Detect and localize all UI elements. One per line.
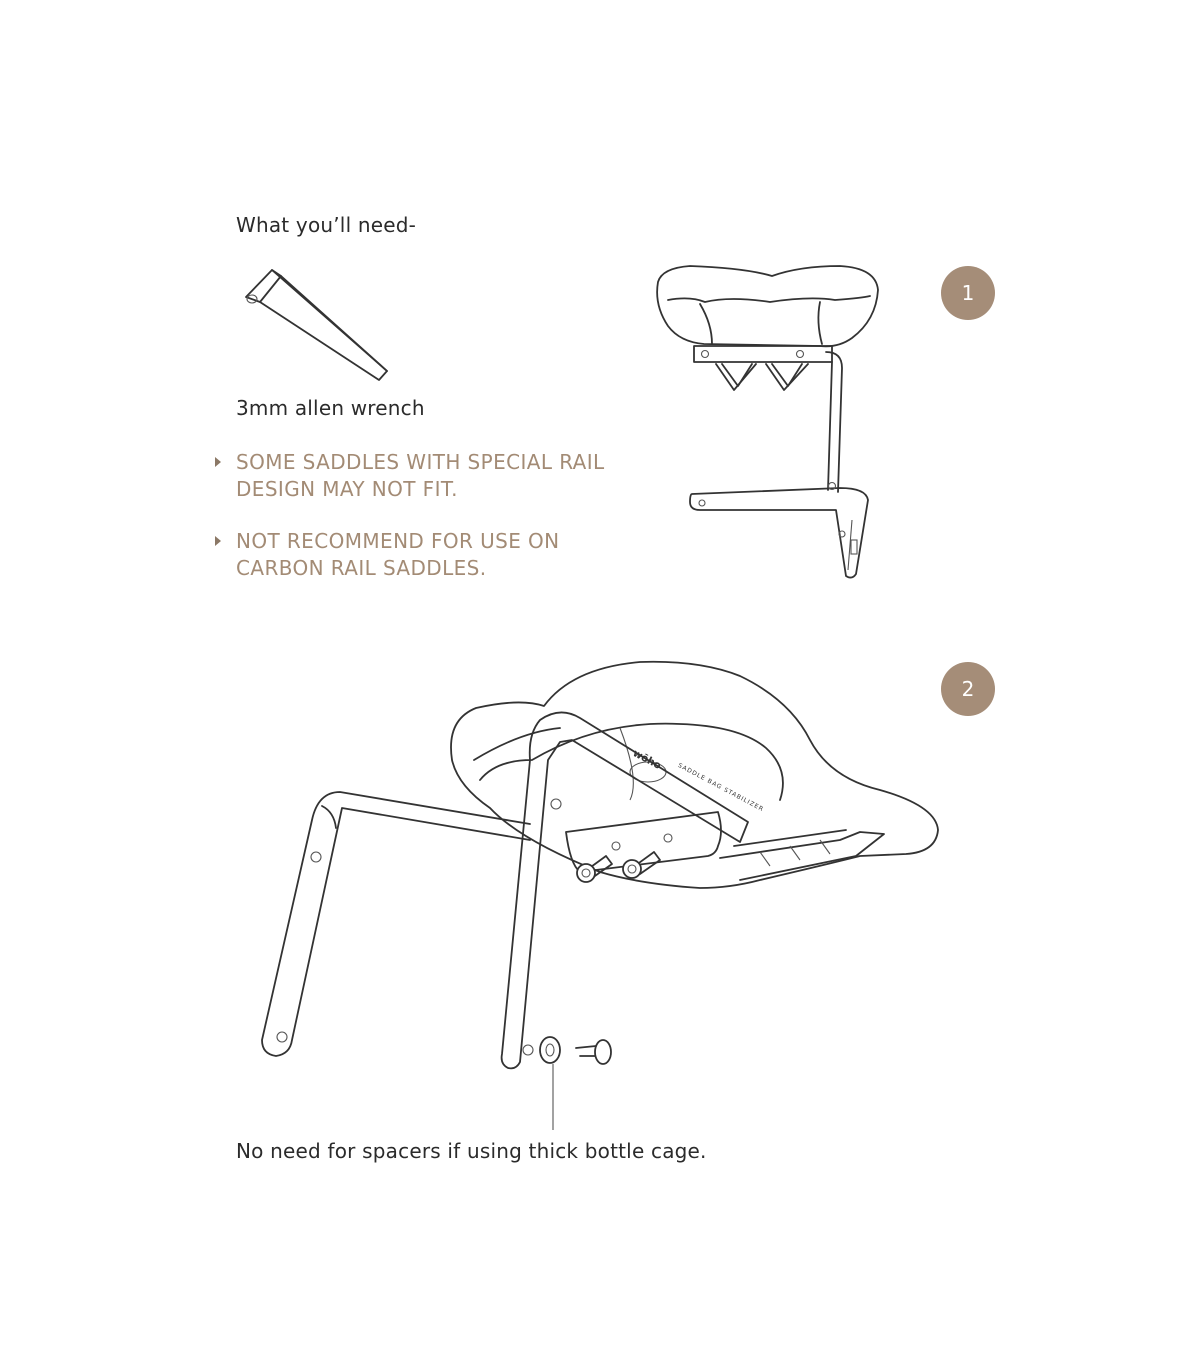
product-mark: SADDLE BAG STABILIZER — [676, 762, 765, 814]
saddle-stabilizer-side-illustration — [657, 266, 878, 578]
step-number-badge: 2 — [941, 662, 995, 716]
allen-wrench-icon — [246, 270, 387, 380]
spacer-caption: No need for spacers if using thick bottle cage. — [236, 1139, 707, 1163]
installation-illustration — [262, 662, 938, 1130]
brand-mark: wōho — [630, 748, 663, 772]
warning-line: CARBON RAIL SADDLES. — [236, 556, 487, 580]
warning-note — [236, 528, 560, 582]
bullet-arrow-icon — [215, 457, 221, 467]
warning-line: NOT RECOMMEND FOR USE ON — [236, 529, 560, 553]
tool-label: 3mm allen wrench — [236, 396, 425, 420]
warning-line: SOME SADDLES WITH SPECIAL RAIL — [236, 450, 605, 474]
needs-title: What you’ll need- — [236, 213, 417, 237]
bullet-arrow-icon — [215, 536, 221, 546]
step-number-badge: 1 — [941, 266, 995, 320]
warning-note — [236, 449, 605, 503]
warning-line: DESIGN MAY NOT FIT. — [236, 477, 458, 501]
